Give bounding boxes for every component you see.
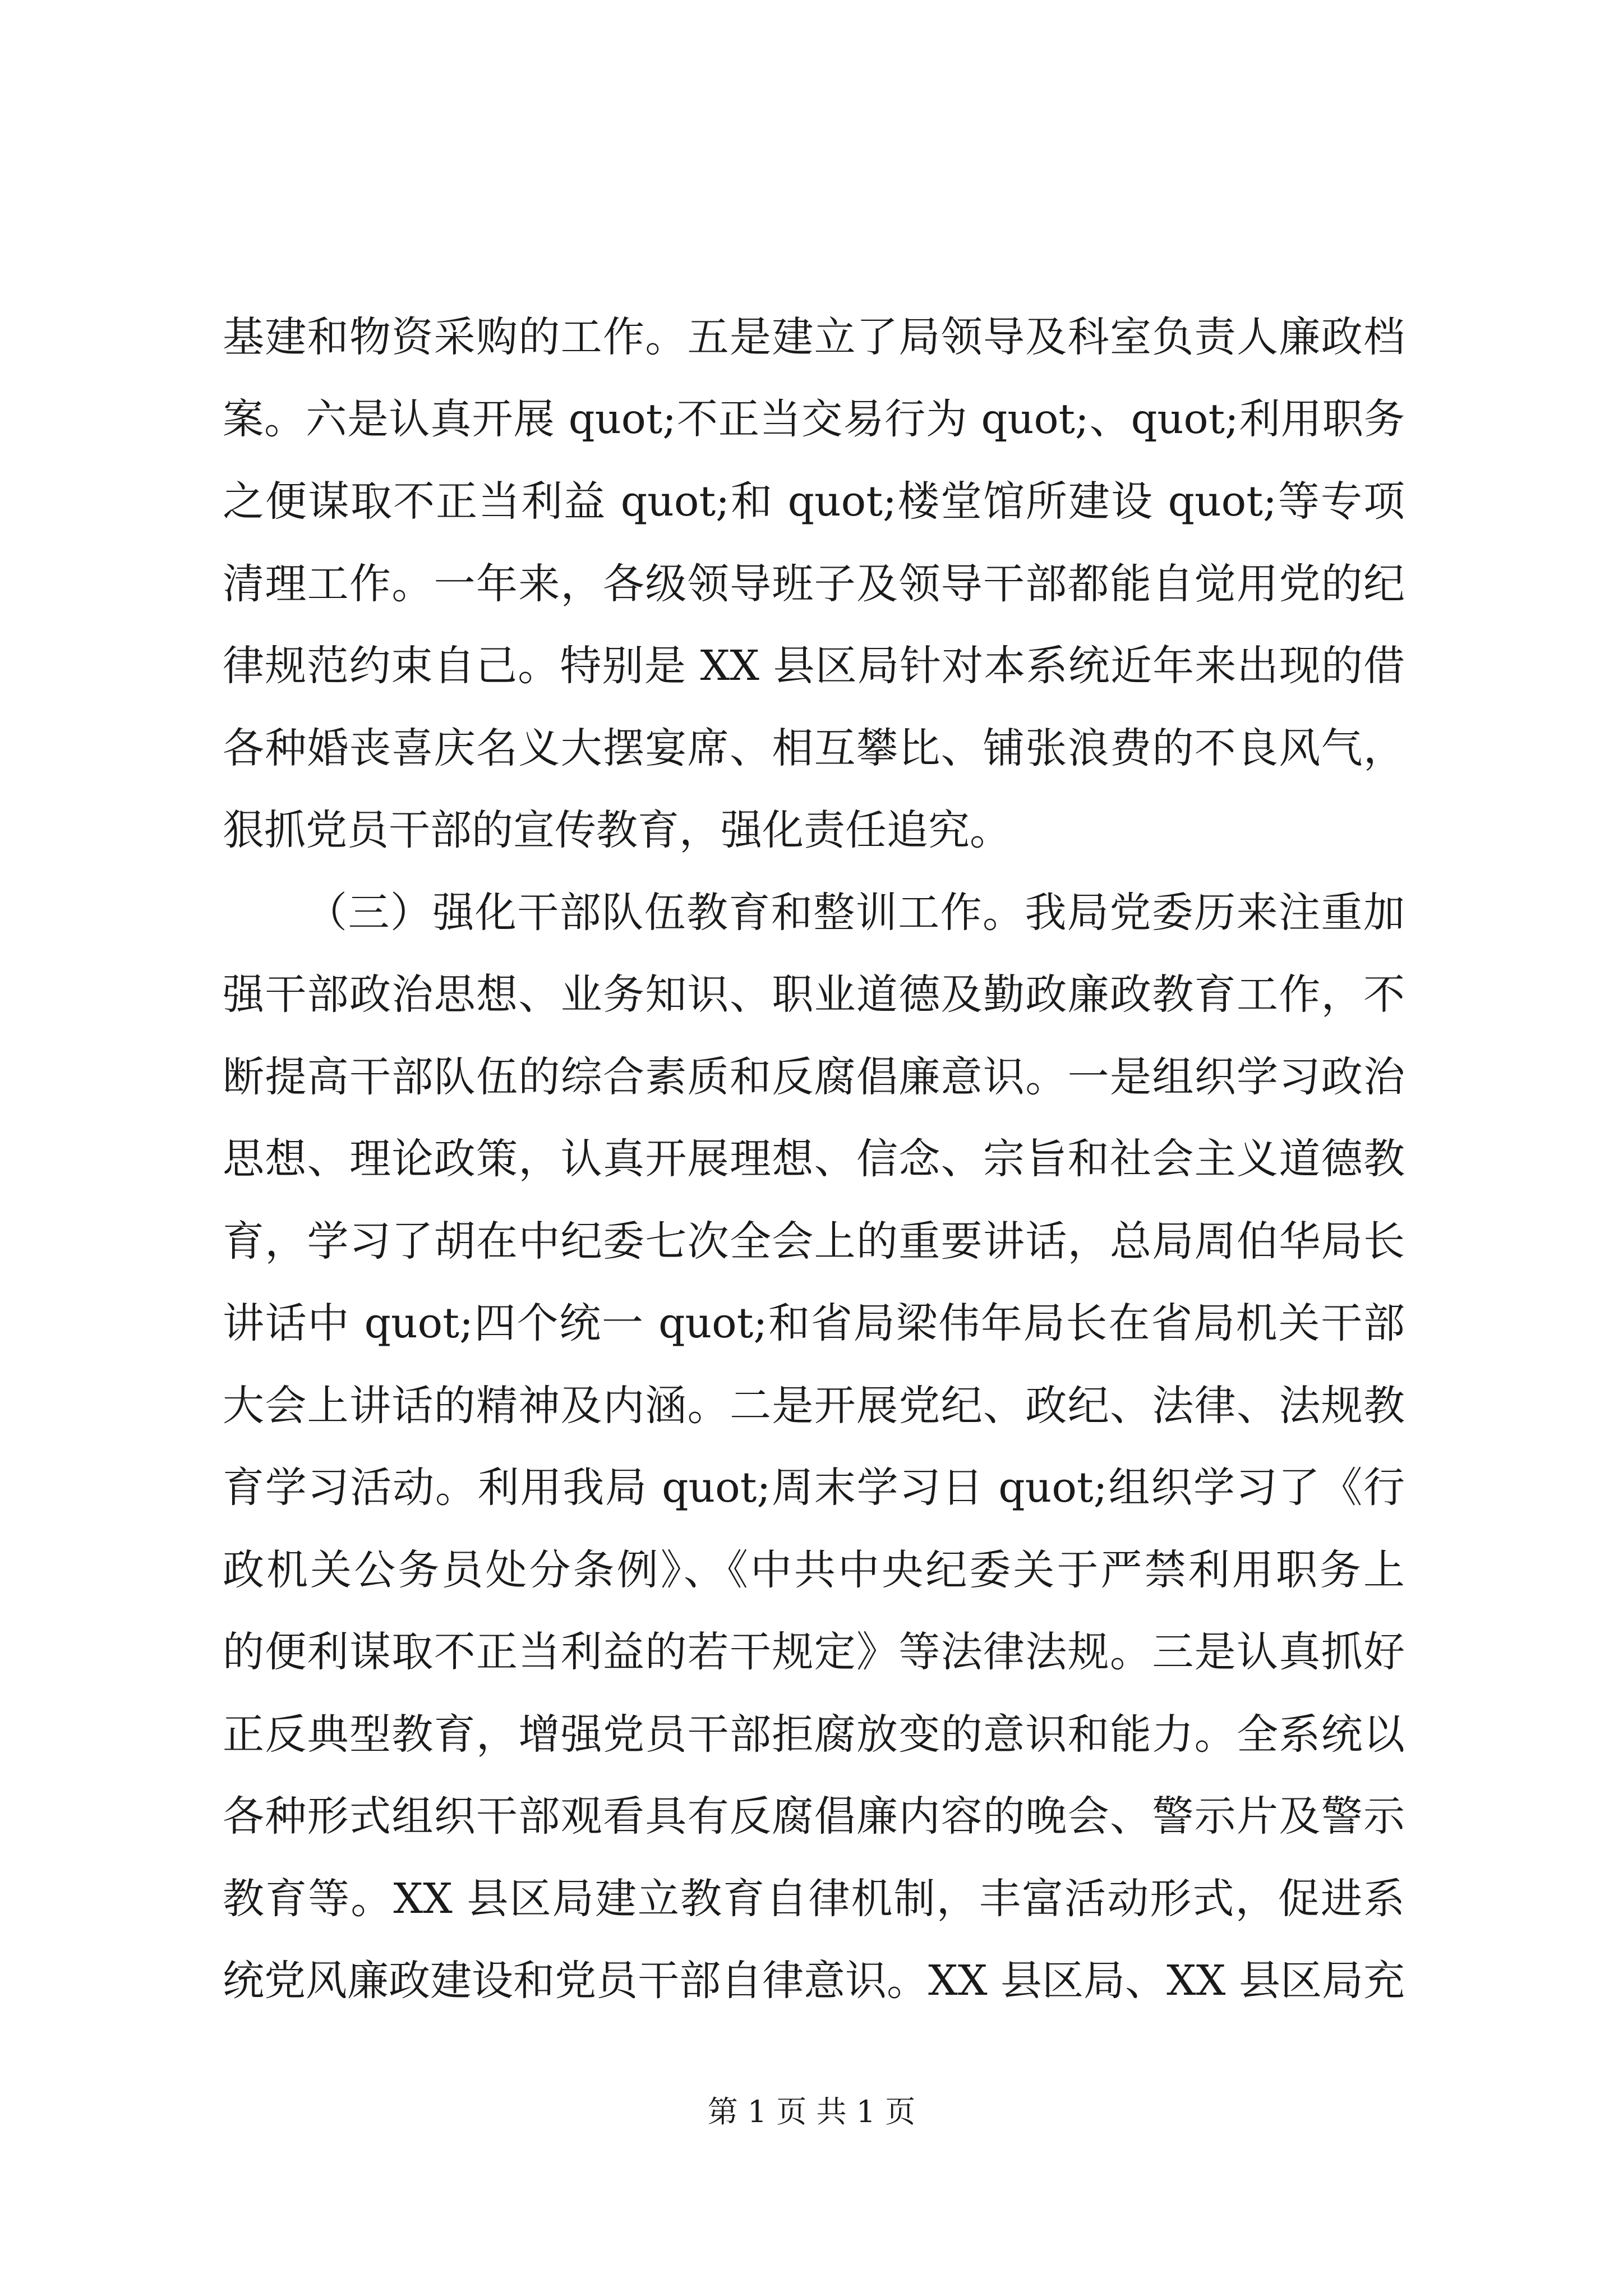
- text-line-paragraph-end: 狠抓党员干部的宣传教育，强化责任追究。: [223, 806, 1011, 854]
- text-line: 育，学习了胡在中纪委七次全会上的重要讲话，总局周伯华局长: [223, 1217, 1405, 1266]
- text-line: 讲话中 quot;四个统一 quot;和省局梁伟年局长在省局机关干部: [223, 1299, 1405, 1347]
- text-line: 统党风廉政建设和党员干部自律意识。XX 县区局、XX 县区局充: [223, 1957, 1405, 2005]
- text-line: 基建和物资采购的工作。五是建立了局领导及科室负责人廉政档: [223, 313, 1405, 361]
- text-line: 政机关公务员处分条例》、《中共中央纪委关于严禁利用职务上: [223, 1545, 1405, 1594]
- text-line: 之便谋取不正当利益 quot;和 quot;楼堂馆所建设 quot;等专项: [223, 477, 1405, 526]
- text-line: 强干部政治思想、业务知识、职业道德及勤政廉政教育工作，不: [223, 970, 1405, 1019]
- text-line: 正反典型教育，增强党员干部拒腐放变的意识和能力。全系统以: [223, 1710, 1405, 1759]
- text-line: 教育等。XX 县区局建立教育自律机制，丰富活动形式，促进系: [223, 1874, 1405, 1923]
- text-line: 各种形式组织干部观看具有反腐倡廉内容的晚会、警示片及警示: [223, 1792, 1405, 1841]
- text-line: 的便利谋取不正当利益的若干规定》等法律法规。三是认真抓好: [223, 1628, 1405, 1676]
- text-line: 案。六是认真开展 quot;不正当交易行为 quot;、quot;利用职务: [223, 395, 1405, 443]
- text-line: 育学习活动。利用我局 quot;周末学习日 quot;组织学习了《行: [223, 1464, 1405, 1512]
- document-body: [223, 296, 1405, 2022]
- text-line: 大会上讲话的精神及内涵。二是开展党纪、政纪、法律、法规教: [223, 1381, 1405, 1430]
- text-line: 清理工作。一年来，各级领导班子及领导干部都能自觉用党的纪: [223, 559, 1405, 608]
- text-line: 各种婚丧喜庆名义大摆宴席、相互攀比、铺张浪费的不良风气，: [223, 724, 1405, 772]
- text-line-paragraph-start: （三）强化干部队伍教育和整训工作。我局党委历来注重加: [306, 888, 1405, 937]
- text-line: 律规范约束自己。特别是 XX 县区局针对本系统近年来出现的借: [223, 642, 1405, 690]
- text-line: 思想、理论政策，认真开展理想、信念、宗旨和社会主义道德教: [223, 1135, 1405, 1183]
- page-number-footer: 第 1 页 共 1 页: [707, 2094, 916, 2129]
- text-line: 断提高干部队伍的综合素质和反腐倡廉意识。一是组织学习政治: [223, 1052, 1405, 1101]
